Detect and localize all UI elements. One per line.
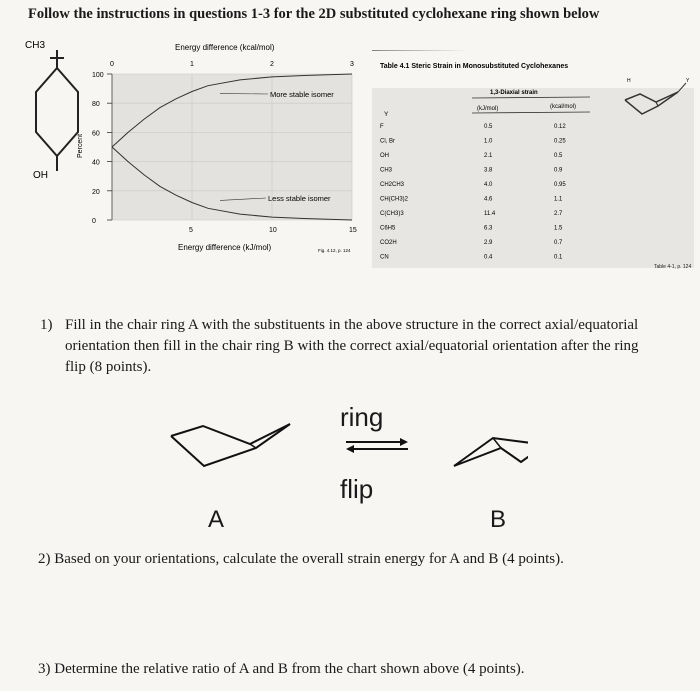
y-tick-label: 20 xyxy=(92,188,100,196)
row-kcal: 0.5 xyxy=(554,153,563,159)
series-label-more-stable: More stable isomer xyxy=(270,90,334,99)
row-substituent: CH3 xyxy=(380,167,393,174)
y-tick-label: 0 xyxy=(92,218,96,225)
row-kj: 0.5 xyxy=(484,124,493,130)
row-substituent: Cl, Br xyxy=(380,138,395,145)
row-kj: 0.4 xyxy=(484,254,493,261)
row-kcal: 1.5 xyxy=(554,225,563,232)
top-tick-label: 1 xyxy=(190,61,194,68)
question-3: 3) Determine the relative ratio of A and B from the chart shown above (4 points). xyxy=(38,661,525,677)
x-tick-label: 5 xyxy=(189,227,193,234)
row-substituent: CN xyxy=(380,254,389,261)
row-substituent: OH xyxy=(380,153,389,159)
y-tick-label: 60 xyxy=(92,130,100,138)
row-kcal: 0.1 xyxy=(554,254,563,261)
col-header-kcal: (kcal/mol) xyxy=(550,104,577,110)
row-kj: 3.8 xyxy=(484,167,493,174)
chair-a xyxy=(171,424,290,466)
row-kj: 4.0 xyxy=(484,182,493,188)
strain-table xyxy=(372,50,694,275)
row-kj: 6.3 xyxy=(484,225,493,232)
top-tick-label: 3 xyxy=(350,61,354,68)
top-tick-label: 2 xyxy=(270,61,274,68)
row-substituent: F xyxy=(380,124,384,130)
row-kj: 11.4 xyxy=(484,211,496,217)
chair-label-y: Y xyxy=(686,78,690,84)
row-kcal: 0.9 xyxy=(554,167,563,174)
chair-b xyxy=(454,432,528,466)
row-kcal: 0.7 xyxy=(554,240,563,246)
flip-label: flip xyxy=(340,474,374,504)
x-axis-label: Energy difference (kJ/mol) xyxy=(178,243,272,252)
table-title: Table 4.1 Steric Strain in Monosubstituted Cyclohexanes xyxy=(380,63,569,70)
methyl-label: CH3 xyxy=(25,40,46,51)
hydroxyl-label: OH xyxy=(33,170,48,181)
chart-caption: Fig. 4.12, p. 124 xyxy=(318,248,351,253)
question-1-number: 1) xyxy=(40,317,53,333)
row-kcal: 1.1 xyxy=(554,196,563,203)
label-a: A xyxy=(208,506,225,533)
row-kj: 2.9 xyxy=(484,240,493,246)
row-kj: 4.6 xyxy=(484,196,493,203)
x-tick-label: 10 xyxy=(269,227,277,234)
top-tick-label: 0 xyxy=(110,61,114,68)
row-kcal: 0.95 xyxy=(554,182,566,188)
equilibrium-arrows xyxy=(346,438,408,453)
col-header-y: Y xyxy=(384,111,389,118)
page-title: Follow the instructions in questions 1-3 for the 2D substituted cyclohexane ring shown below xyxy=(28,6,600,22)
y-tick-label: 80 xyxy=(92,101,100,109)
col-header-group: 1,3-Diaxial strain xyxy=(490,90,538,96)
equilibrium-chart xyxy=(70,40,360,260)
row-substituent: CH2CH3 xyxy=(380,182,405,188)
series-label-less-stable: Less stable isomer xyxy=(268,194,331,203)
row-kj: 2.1 xyxy=(484,153,493,159)
x-tick-label: 15 xyxy=(349,227,357,234)
row-kj: 1.0 xyxy=(484,138,493,145)
question-1-text: Fill in the chair ring A with the substituents in the above structure in the correct axial/equatorial orientation then fill in the chair ring B with the correct axial/equatorial orientation after the ring flip (8 points). xyxy=(65,317,639,375)
row-kcal: 2.7 xyxy=(554,211,563,217)
y-tick-label: 40 xyxy=(92,159,100,167)
y-axis-label: Percent xyxy=(77,133,84,158)
question-2: 2) Based on your orientations, calculate the overall strain energy for A and B (4 points). xyxy=(38,551,564,567)
col-header-kj: (kJ/mol) xyxy=(477,106,499,112)
y-tick-label: 100 xyxy=(92,72,104,79)
row-kcal: 0.25 xyxy=(554,138,566,145)
label-b: B xyxy=(490,506,507,533)
table-caption: Table 4-1, p. 124 xyxy=(654,264,692,270)
row-substituent: CO2H xyxy=(380,240,397,246)
row-substituent: C6H5 xyxy=(380,225,396,232)
row-kcal: 0.12 xyxy=(554,124,566,130)
chair-label-h: H xyxy=(627,78,631,84)
ring-label: ring xyxy=(340,402,384,432)
row-substituent: C(CH3)3 xyxy=(380,211,404,217)
row-substituent: CH(CH3)2 xyxy=(380,196,409,203)
chart-title: Energy difference (kcal/mol) xyxy=(175,43,275,52)
